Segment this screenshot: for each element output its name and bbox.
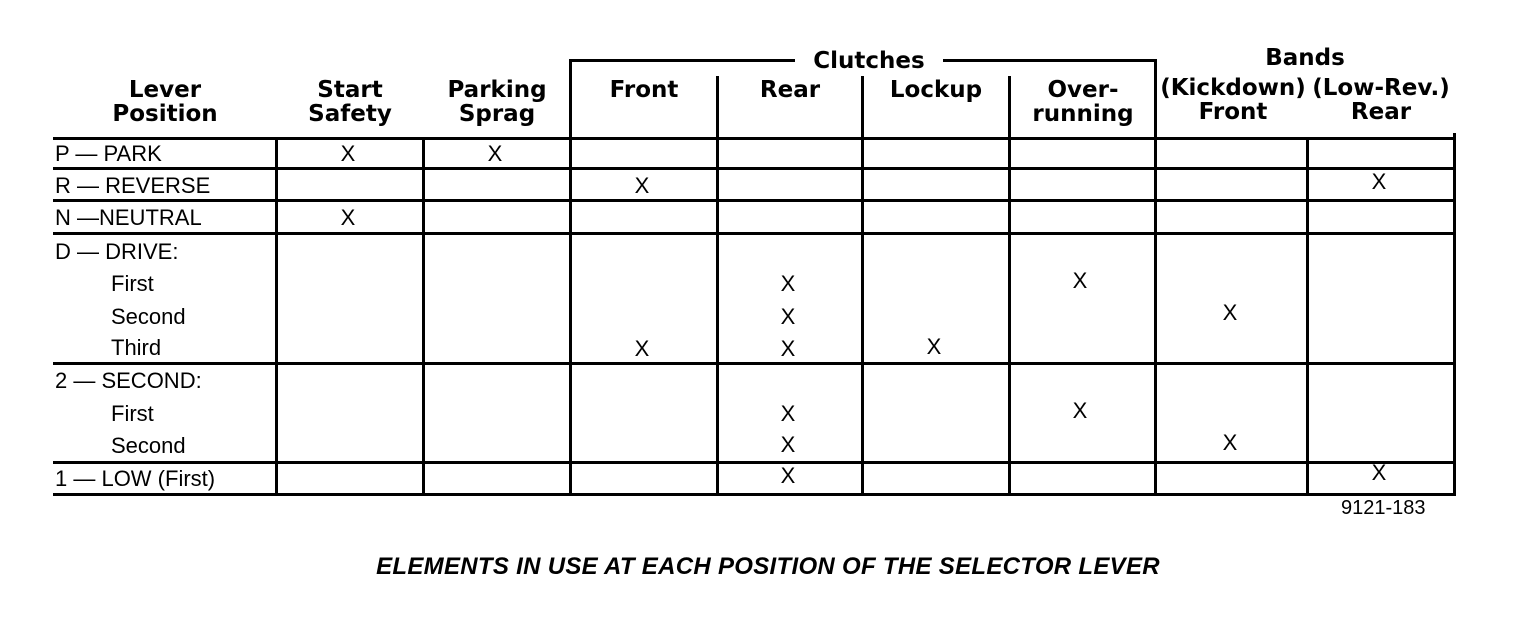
row-label-drive-third: Third	[111, 335, 162, 360]
mark-second-first-overrunning: X	[1072, 398, 1088, 423]
row-line-0	[53, 137, 1456, 140]
header-parking-sprag: Parking Sprag	[447, 77, 547, 127]
row-label-drive: D — DRIVE:	[55, 239, 179, 264]
row-label-reverse: R — REVERSE	[55, 173, 211, 198]
col-line-2	[422, 137, 425, 496]
header-lever-position: Lever Position	[112, 77, 218, 127]
col-line-1	[275, 137, 278, 496]
mark-drive-third-clutch-front: X	[634, 336, 650, 361]
col-line-6	[1008, 137, 1011, 496]
row-label-second: 2 — SECOND:	[55, 368, 202, 393]
row-label-neutral: N —NEUTRAL	[55, 205, 202, 230]
mark-drive-third-clutch-rear: X	[780, 336, 796, 361]
mark-second-second-band-front: X	[1222, 430, 1238, 455]
figure-number: 9121-183	[1341, 497, 1426, 519]
header-clutch-overrunning: Over- running	[1032, 77, 1134, 127]
header-band-rear: (Low-Rev.) Rear	[1312, 75, 1450, 125]
row-line-1	[53, 167, 1456, 170]
mark-reverse-clutch-front: X	[634, 173, 650, 198]
row-label-park: P — PARK	[55, 141, 162, 166]
mark-low-clutch-rear: X	[780, 463, 796, 488]
mark-park-start-safety: X	[340, 141, 356, 166]
header-clutch-front: Front	[609, 77, 679, 103]
header-clutches-group: Clutches	[795, 49, 943, 73]
col-line-9	[1453, 133, 1456, 496]
row-line-2	[53, 199, 1456, 202]
header-bands-group: Bands	[1265, 45, 1345, 71]
col-line-3	[569, 137, 572, 496]
mark-second-second-clutch-rear: X	[780, 432, 796, 457]
mark-reverse-band-rear: X	[1371, 169, 1387, 194]
row-label-second-first: First	[111, 401, 154, 426]
row-label-low: 1 — LOW (First)	[55, 466, 216, 491]
mark-park-parking-sprag: X	[487, 141, 503, 166]
mark-drive-second-band-front: X	[1222, 300, 1238, 325]
mark-second-first-clutch-rear: X	[780, 401, 796, 426]
col-line-8	[1306, 137, 1309, 496]
row-line-3	[53, 232, 1456, 235]
mark-drive-first-overrunning: X	[1072, 268, 1088, 293]
header-start-safety: Start Safety	[308, 77, 392, 127]
header-band-front: (Kickdown) Front	[1160, 75, 1306, 125]
col-line-7	[1154, 137, 1157, 496]
mark-drive-second-clutch-rear: X	[780, 304, 796, 329]
mark-drive-third-lockup: X	[926, 334, 942, 359]
col-line-5	[861, 137, 864, 496]
row-label-second-second: Second	[111, 433, 186, 458]
row-label-drive-first: First	[111, 271, 154, 296]
header-clutch-rear: Rear	[759, 77, 821, 103]
row-label-drive-second: Second	[111, 304, 186, 329]
col-line-4	[716, 137, 719, 496]
row-line-6	[53, 493, 1456, 496]
caption: ELEMENTS IN USE AT EACH POSITION OF THE SELECTOR LEVER	[376, 553, 1160, 580]
mark-low-band-rear: X	[1371, 460, 1387, 485]
mark-drive-first-clutch-rear: X	[780, 271, 796, 296]
header-clutch-lockup: Lockup	[889, 77, 983, 103]
row-line-5	[53, 461, 1456, 464]
row-line-4	[53, 362, 1456, 365]
mark-neutral-start-safety: X	[340, 205, 356, 230]
